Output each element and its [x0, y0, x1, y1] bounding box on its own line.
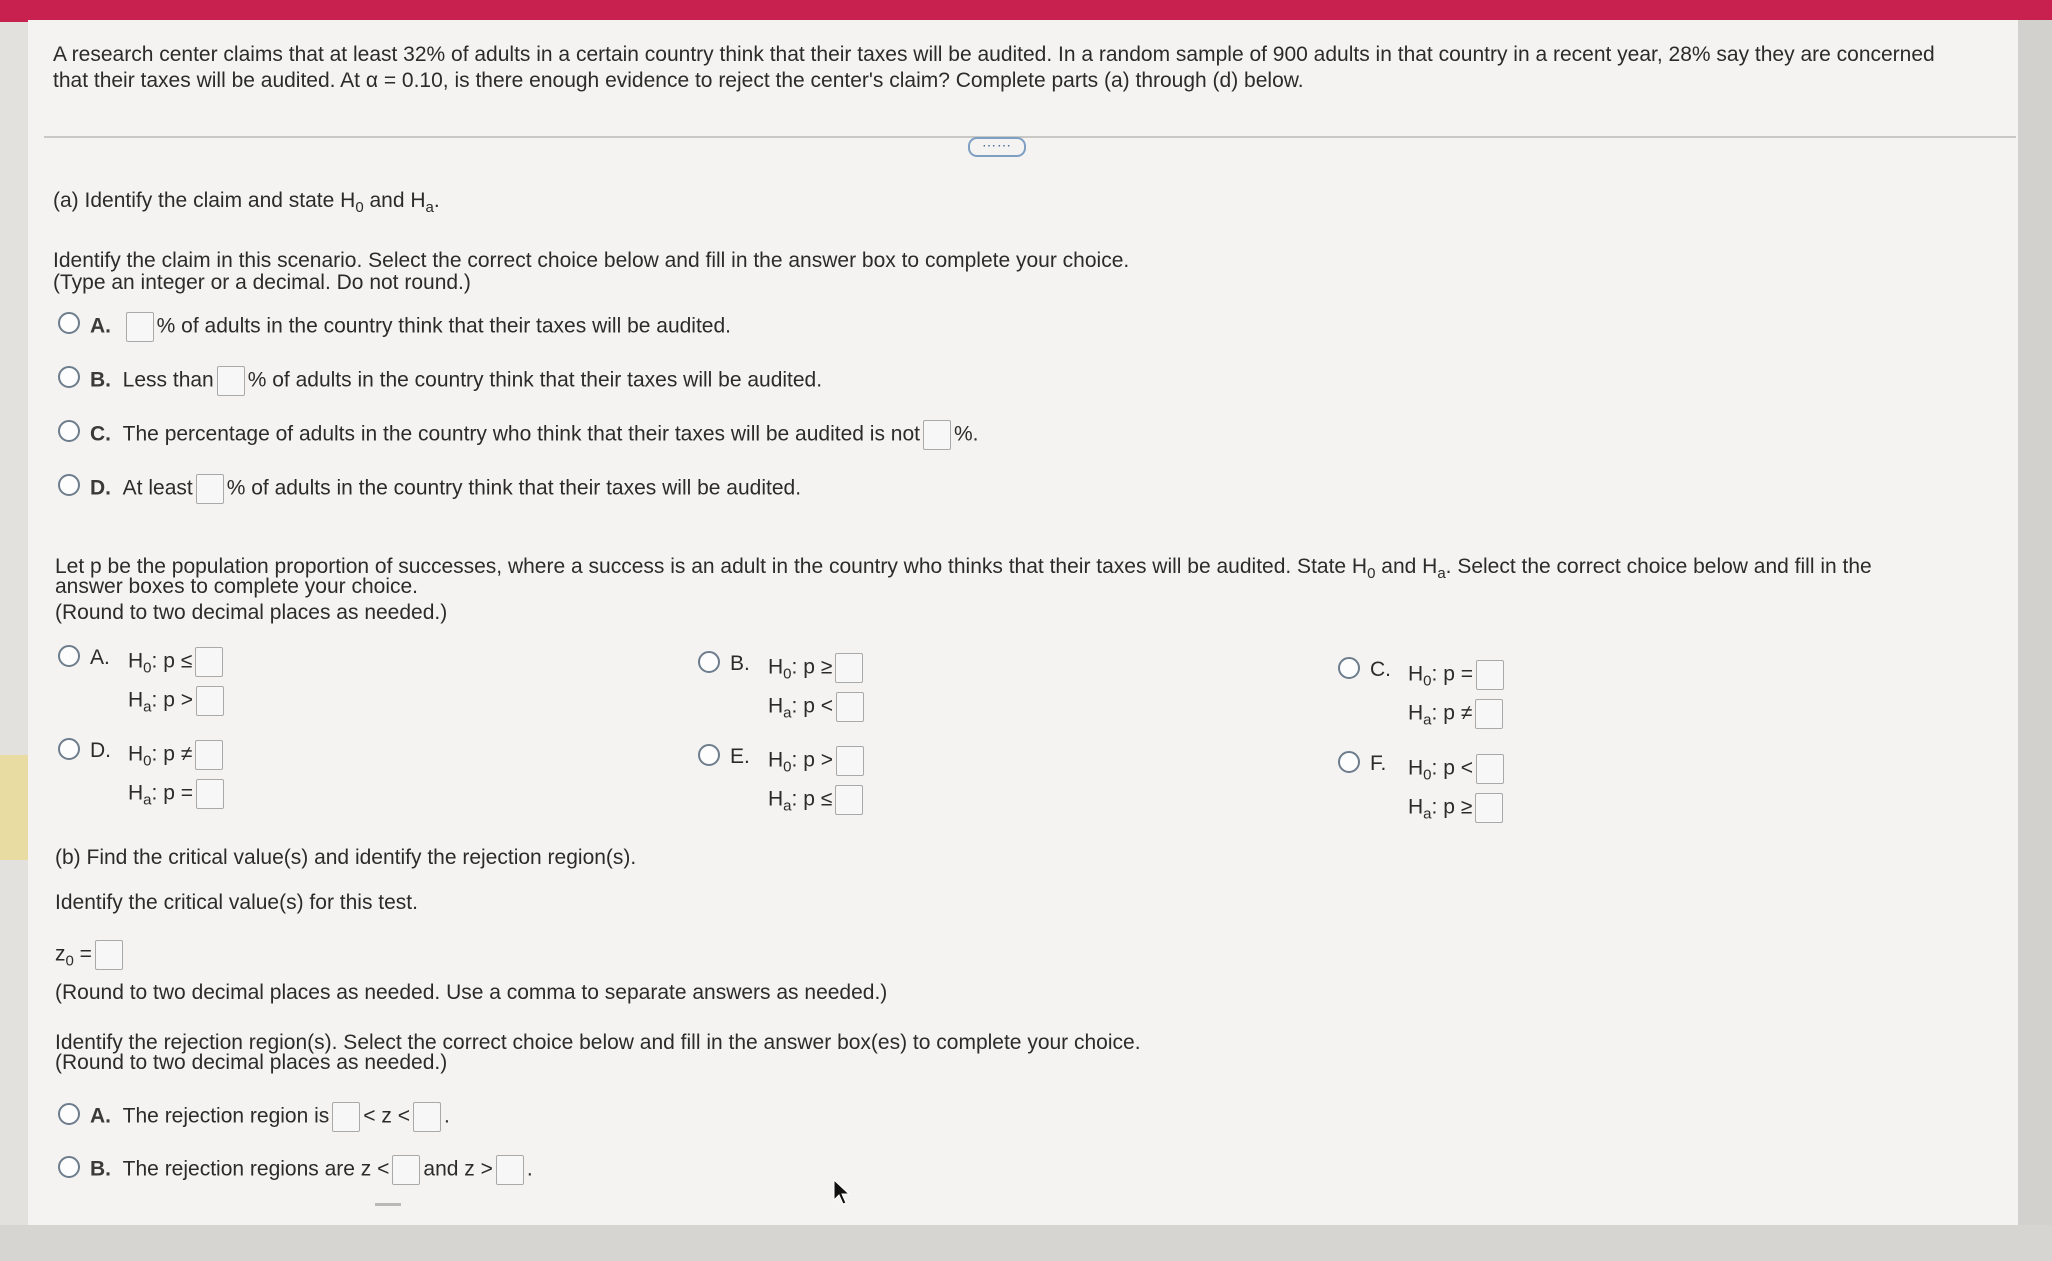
rr-a-lower-input[interactable] — [332, 1102, 360, 1132]
rr-a-upper-input[interactable] — [413, 1102, 441, 1132]
claim-option-d-radio[interactable] — [58, 474, 80, 496]
part-a-heading: (a) Identify the claim and state $H_0$ and $H_a$. — [53, 189, 440, 217]
rr-option-a-radio[interactable] — [58, 1103, 80, 1125]
hyp-b-h0-input[interactable] — [835, 653, 863, 683]
part-b-heading: (b) Find the critical value(s) and identify the rejection region(s). — [55, 846, 637, 869]
hyp-a-ha-input[interactable] — [196, 686, 224, 716]
hyp-c-ha-input[interactable] — [1475, 699, 1503, 729]
claim-instruction: Identify the claim in this scenario. Select the correct choice below and fill in the answer box to complete your choice. — [53, 249, 1130, 272]
hyp-d-h0-input[interactable] — [195, 740, 223, 770]
rr-b-upper-input[interactable] — [496, 1155, 524, 1185]
scroll-indicator — [375, 1203, 401, 1206]
claim-option-a[interactable]: A. % of adults in the country think that their taxes will be audited. — [90, 312, 731, 342]
hyp-f-ha-input[interactable] — [1475, 793, 1503, 823]
left-margin — [0, 22, 28, 1261]
claim-option-b[interactable]: B. Less than % of adults in the country think that their taxes will be audited. — [90, 366, 822, 396]
rr-b-lower-input[interactable] — [392, 1155, 420, 1185]
z0-row: $z_0$ = — [55, 940, 126, 975]
hyp-a-h0-input[interactable] — [195, 647, 223, 677]
z0-input[interactable] — [95, 940, 123, 970]
hyp-option-a-radio[interactable] — [58, 645, 80, 667]
claim-b-input[interactable] — [217, 366, 245, 396]
hyp-b-h0: $H_0$: p ≥ — [768, 653, 866, 688]
hypothesis-instruction-line-1: Let p be the population proportion of successes, where a success is an adult in the country who thinks that their taxes will be audited. State $H_0$ and $H_a$. Select the correct choice below and fill in the — [55, 555, 1872, 583]
claim-option-d[interactable]: D. At least % of adults in the country think that their taxes will be audited. — [90, 474, 801, 504]
hyp-a-ha: $H_a$: p > — [128, 686, 227, 721]
claim-option-b-radio[interactable] — [58, 366, 80, 388]
hyp-f-h0-input[interactable] — [1476, 754, 1504, 784]
hypothesis-note: (Round to two decimal places as needed.) — [55, 601, 448, 624]
hyp-d-ha: $H_a$: p = — [128, 779, 227, 814]
hyp-option-f-letter: F. — [1370, 752, 1387, 775]
claim-a-input[interactable] — [126, 312, 154, 342]
bottom-margin — [0, 1225, 2052, 1261]
hyp-c-h0-input[interactable] — [1476, 660, 1504, 690]
hyp-e-h0: $H_0$: p > — [768, 746, 867, 781]
rejection-region-note: (Round to two decimal places as needed.) — [55, 1051, 448, 1074]
hyp-option-a-letter: A. — [90, 646, 110, 669]
hyp-option-d-radio[interactable] — [58, 738, 80, 760]
right-margin — [2018, 20, 2052, 1261]
rejection-region-instruction: Identify the rejection region(s). Select the correct choice below and fill in the answer box(es) to complete your choice. — [55, 1031, 1141, 1054]
rr-option-a[interactable]: A. The rejection region is < z < . — [90, 1102, 450, 1132]
hyp-option-b-radio[interactable] — [698, 651, 720, 673]
hyp-d-h0: $H_0$: p ≠ — [128, 740, 226, 775]
hyp-option-b-letter: B. — [730, 652, 750, 675]
hyp-option-e-radio[interactable] — [698, 744, 720, 766]
claim-option-a-radio[interactable] — [58, 312, 80, 334]
claim-d-input[interactable] — [196, 474, 224, 504]
claim-c-input[interactable] — [923, 420, 951, 450]
hyp-b-ha-input[interactable] — [836, 692, 864, 722]
hyp-e-h0-input[interactable] — [836, 746, 864, 776]
hyp-option-c-radio[interactable] — [1338, 657, 1360, 679]
hypothesis-instruction-line-2: answer boxes to complete your choice. — [55, 575, 419, 598]
rr-option-b[interactable]: B. The rejection regions are z < and z > . — [90, 1155, 533, 1185]
hyp-c-ha: $H_a$: p ≠ — [1408, 699, 1506, 734]
hyp-d-ha-input[interactable] — [196, 779, 224, 809]
claim-option-c-radio[interactable] — [58, 420, 80, 442]
expand-more-button[interactable]: ⋯⋯ — [968, 137, 1026, 157]
hyp-b-ha: $H_a$: p < — [768, 692, 867, 727]
rr-option-b-radio[interactable] — [58, 1156, 80, 1178]
claim-option-c[interactable]: C. The percentage of adults in the country who think that their taxes will be audited is not %. — [90, 420, 979, 450]
critical-value-instruction: Identify the critical value(s) for this test. — [55, 891, 418, 914]
hyp-f-ha: $H_a$: p ≥ — [1408, 793, 1506, 828]
problem-text-line-2: that their taxes will be audited. At α = 0.10, is there enough evidence to reject the center's claim? Complete parts (a) through (d) below. — [53, 69, 1304, 92]
section-divider — [44, 136, 2016, 138]
hyp-f-h0: $H_0$: p < — [1408, 754, 1507, 789]
mouse-pointer-icon — [832, 1178, 850, 1206]
hyp-a-h0: $H_0$: p ≤ — [128, 647, 226, 682]
hyp-option-f-radio[interactable] — [1338, 751, 1360, 773]
hyp-option-e-letter: E. — [730, 745, 750, 768]
critical-value-note: (Round to two decimal places as needed. Use a comma to separate answers as needed.) — [55, 981, 888, 1004]
problem-text-line-1: A research center claims that at least 32% of adults in a certain country think that their taxes will be audited. In a random sample of 900 adults in that country in a recent year, 28% say they are concerned — [53, 43, 1935, 66]
browser-top-bar — [0, 0, 2052, 22]
hyp-option-c-letter: C. — [1370, 658, 1391, 681]
hyp-e-ha-input[interactable] — [835, 785, 863, 815]
hyp-e-ha: $H_a$: p ≤ — [768, 785, 866, 820]
hyp-option-d-letter: D. — [90, 739, 111, 762]
side-tab-highlight — [0, 755, 28, 860]
claim-note: (Type an integer or a decimal. Do not round.) — [53, 271, 471, 294]
hyp-c-h0: $H_0$: p = — [1408, 660, 1507, 695]
